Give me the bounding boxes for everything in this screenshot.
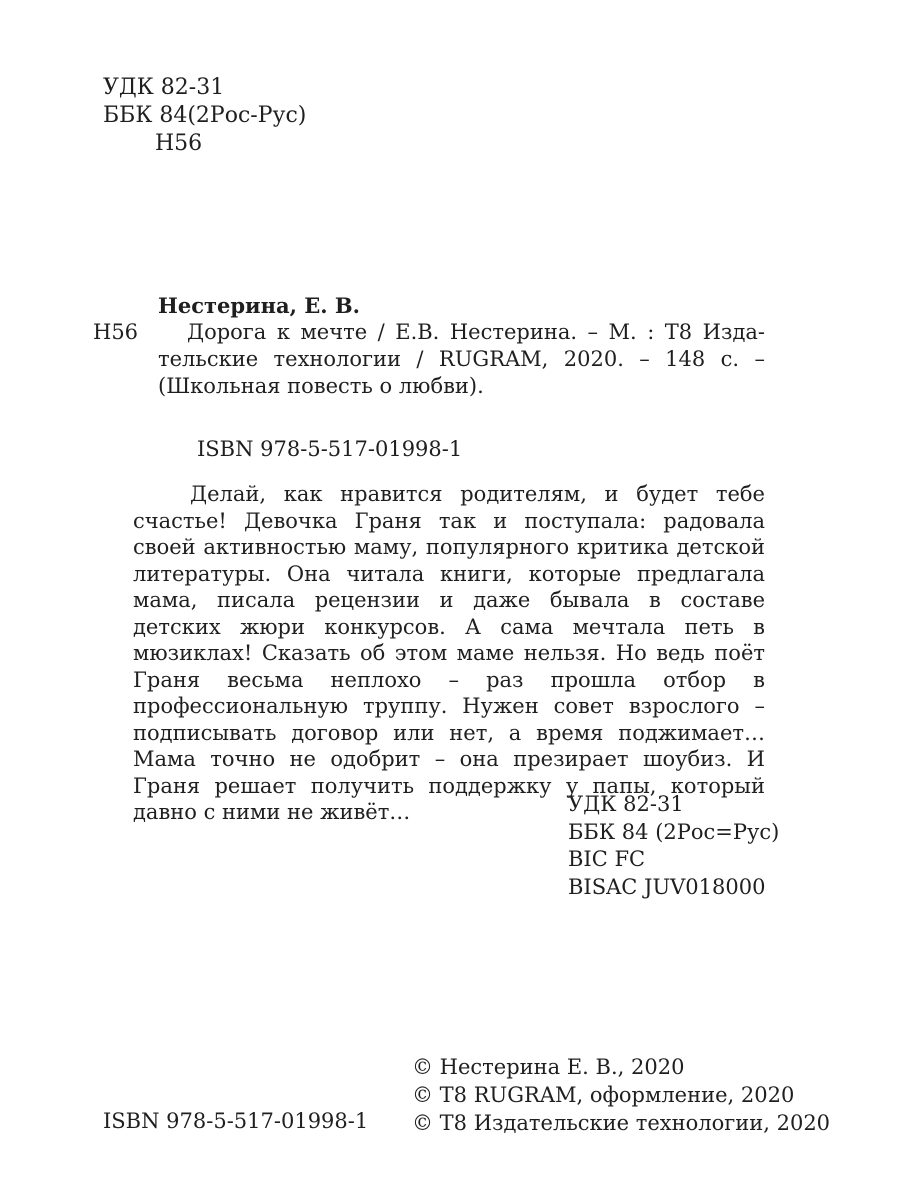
catalog-entry	[158, 319, 765, 400]
copyright-line-author: © Нестерина Е. В., 2020	[412, 1055, 685, 1079]
annotation-text: Делай, как нравится родителям, и будет тебе счастье! Девочка Граня так и поступала: радовала своей активностью маму, популярного критика детской литературы. Она читала книги, которые предлагала мама, писала рецензии и даже бывала в составе детских жюри конкурсов. А сама мечтала петь в мюзиклах! Сказать об этом маме нельзя. Но ведь поёт Граня весьма неплохо – раз прошла отбор в профессиональную труппу. Нужен совет взрослого – подписывать договор или нет, а время поджимает… Мама точно не одобрит – она презирает шоубиз. И Граня решает получить поддержку у папы, который давно с ними не живёт…	[133, 482, 765, 824]
udk-code-top: УДК 82-31	[103, 75, 225, 100]
catalog-entry-line: тельские технологии / RUGRAM, 2020. – 148 с. –	[158, 347, 765, 371]
header-codes-block	[103, 74, 306, 158]
author-name: Нестерина, Е. В.	[158, 293, 360, 318]
bbk-code-top: ББК 84(2Рос-Рус)	[103, 103, 307, 128]
catalog-entry-line: Дорога к мечте / Е.В. Нестерина. – М. : Т8 Изда-	[187, 320, 765, 344]
copyright-line-publisher: © Т8 Издательские технологии, 2020	[412, 1111, 831, 1135]
footer-isbn: ISBN 978-5-517-01998-1	[103, 1109, 369, 1133]
copyright-line-design: © Т8 RUGRAM, оформление, 2020	[412, 1083, 795, 1107]
catalog-entry-line: (Школьная повесть о любви).	[158, 374, 484, 398]
udk-code-bottom: УДК 82-31	[568, 792, 684, 816]
bbk-code-bottom: ББК 84 (2Рос=Рус)	[568, 819, 780, 844]
bisac-code: BISAC JUV018000	[568, 874, 766, 899]
classification-codes-block	[568, 791, 779, 901]
bic-code: BIC FC	[568, 847, 646, 871]
isbn-statement: ISBN 978-5-517-01998-1	[197, 437, 463, 461]
author-sign-code-top: Н56	[155, 131, 203, 156]
author-sign-code-entry: Н56	[93, 320, 139, 344]
copyright-block	[412, 1053, 830, 1137]
